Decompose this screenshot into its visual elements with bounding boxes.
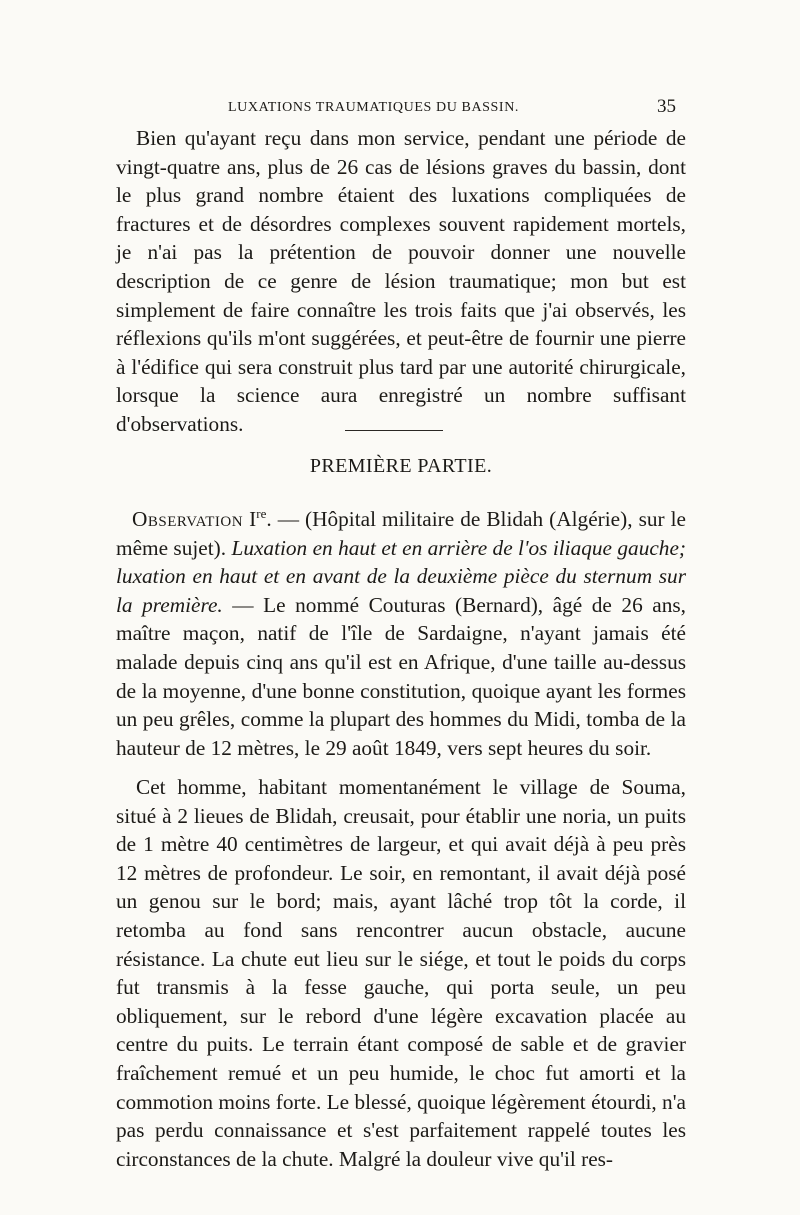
intro-paragraph: Bien qu'ayant reçu dans mon service, pendant une période de vingt-quatre ans, plus de 26 cas de lésions graves du bassin, dont le plus grand nombre étaient des luxations compliquées de fractures et de désordres complexes souvent rapidement mortels, je n'ai pas la prétention de pouvoir donner une nouvelle description de ce genre de lésion traumatique; mon but est simplement de faire connaître les trois faits que j'ai observés, les réflexions qu'ils m'ont suggérées, et peut-être de fournir une pierre à l'édifice qui sera construit plus tard par une autorité chirurgicale, lorsque la science aura enregistré un nombre suffisant d'observations. [116,126,686,436]
narrative-paragraph: Cet homme, habitant momentanément le village de Souma, situé à 2 lieues de Blidah, creusait, pour établir une noria, un puits de 1 mètre 40 centimètres de largeur, et qui avait déjà à peu près 12 mètres de profondeur. Le soir, en remontant, il avait déjà posé un genou sur le bord; mais, ayant lâché trop tôt la corde, il retomba au fond sans rencontrer aucun obstacle, aucune résistance. La chute eut lieu sur le siége, et tout le poids du corps fut transmis à la fesse gauche, qui porta seule, un peu obliquement, sur le rebord d'une légère excavation placée au centre du puits. Le terrain étant composé de sable et de gravier fraîchement remué et un peu humide, le choc fut amorti et la commotion moins forte. Le blessé, quoique légèrement étourdi, n'a pas perdu connaissance et s'est parfaitement rappelé toutes les circonstances de la chute. Malgré la douleur vive qu'il res- [116,775,686,1171]
observation-body: — Le nommé Couturas (Bernard), âgé de 26 ans, maître maçon, natif de l'île de Sardaigne, n'ayant jamais été malade depuis cinq ans qu'il est en Afrique, d'une taille au-dessus de la moyenne, d'une bonne constitution, quoique ayant les formes un peu grêles, comme la plupart des hommes du Midi, tomba de la hauteur de 12 mètres, le 29 août 1849, vers sept heures du soir. [116,592,686,760]
observation-label: Observation [132,507,244,531]
observation-lead: . — (Hôpital militaire de Blidah (Algérie), sur le même sujet). [116,507,686,560]
observation-title: Luxation en haut et en arrière de l'os iliaque gauche; luxation en haut et en avant de la deuxième pièce du sternum sur la première. [116,535,686,617]
running-head [116,96,676,122]
observation-number: I [249,507,257,531]
section-heading: PREMIÈRE PARTIE. [309,455,493,477]
page-number: 35 [657,96,676,117]
running-head-title: LUXATIONS TRAUMATIQUES DU BASSIN. [228,100,520,115]
section-divider [345,430,443,431]
observation-paragraph [116,505,686,762]
observation-number-suffix: re [256,505,267,521]
